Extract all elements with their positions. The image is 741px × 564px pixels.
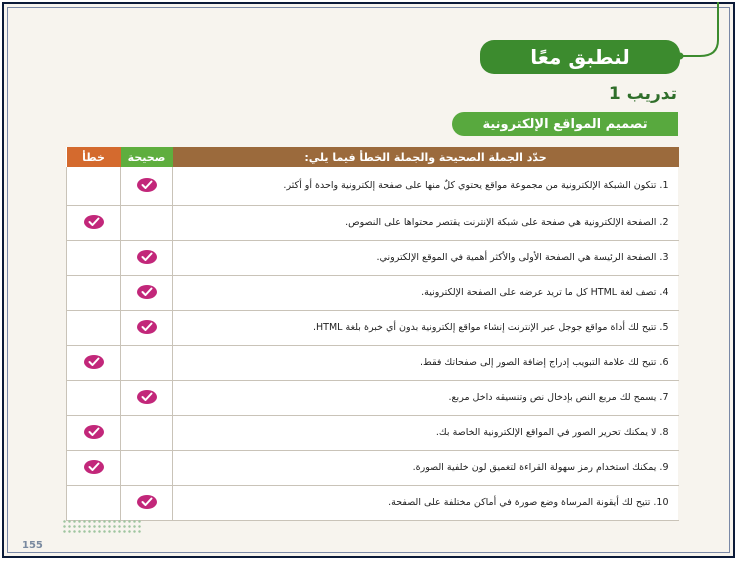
correct-answer-cell[interactable]: [121, 451, 173, 486]
check-icon: [137, 250, 157, 264]
check-icon: [84, 460, 104, 474]
statement-text: 3. الصفحة الرئيسة هي الصفحة الأولى والأكثر أهمية في الموقع الإلكتروني.: [173, 241, 679, 276]
correct-answer-cell[interactable]: [121, 276, 173, 311]
question-column-header: حدّد الجملة الصحيحة والجملة الخطأ فيما يلي:: [173, 147, 679, 167]
check-icon: [137, 390, 157, 404]
statement-text: 6. تتيح لك علامة التبويب إدراج إضافة الصور إلى صفحاتك فقط.: [173, 346, 679, 381]
wrong-answer-cell[interactable]: [67, 346, 121, 381]
check-icon: [137, 320, 157, 334]
statement-text: 4. تصف لغة HTML كل ما تريد عرضه على الصفحة الإلكترونية.: [173, 276, 679, 311]
wrong-answer-cell[interactable]: [67, 167, 121, 206]
check-icon: [84, 215, 104, 229]
correct-answer-cell[interactable]: [121, 311, 173, 346]
wrong-answer-cell[interactable]: [67, 241, 121, 276]
decorative-dot-pattern: [62, 519, 142, 533]
exercise-table-container: [66, 147, 678, 521]
table-row: [67, 206, 679, 241]
table-row: [67, 276, 679, 311]
table-row: [67, 311, 679, 346]
topic-title-badge: [452, 112, 678, 136]
statement-text: 7. يسمح لك مربع النص بإدخال نص وتنسيقه داخل مربع.: [173, 381, 679, 416]
correct-answer-cell[interactable]: [121, 167, 173, 206]
correct-answer-cell[interactable]: [121, 486, 173, 521]
correct-answer-cell[interactable]: [121, 416, 173, 451]
statement-text: 8. لا يمكنك تحرير الصور في المواقع الإلكترونية الخاصة بك.: [173, 416, 679, 451]
section-title: لنطبق معًا: [530, 45, 630, 69]
section-title-badge: [480, 40, 680, 74]
topic-title: تصميم المواقع الإلكترونية: [482, 116, 648, 132]
check-icon: [84, 355, 104, 369]
true-false-table: [66, 147, 679, 521]
wrong-answer-cell[interactable]: [67, 416, 121, 451]
correct-answer-cell[interactable]: [121, 241, 173, 276]
statement-text: 10. تتيح لك أيقونة المرساة وضع صورة في أماكن مختلفة على الصفحة.: [173, 486, 679, 521]
exercise-title: تدريب 1: [608, 84, 677, 104]
table-row: [67, 416, 679, 451]
table-header-row: [67, 147, 679, 167]
check-icon: [137, 178, 157, 192]
table-row: [67, 451, 679, 486]
correct-answer-cell[interactable]: [121, 381, 173, 416]
statement-text: 9. يمكنك استخدام رمز سهولة القراءة لتغميق لون خلفية الصورة.: [173, 451, 679, 486]
correct-answer-cell[interactable]: [121, 206, 173, 241]
wrong-answer-cell[interactable]: [67, 311, 121, 346]
wrong-answer-cell[interactable]: [67, 381, 121, 416]
wrong-answer-cell[interactable]: [67, 486, 121, 521]
statement-text: 5. تتيح لك أداة مواقع جوجل عبر الإنترنت إنشاء مواقع إلكترونية بدون أي خبرة بلغة HTML.: [173, 311, 679, 346]
wrong-answer-cell[interactable]: [67, 276, 121, 311]
table-row: [67, 167, 679, 206]
check-icon: [137, 285, 157, 299]
wrong-answer-cell[interactable]: [67, 206, 121, 241]
table-row: [67, 241, 679, 276]
table-row: [67, 381, 679, 416]
table-row: [67, 346, 679, 381]
page-number: 155: [22, 540, 43, 551]
statement-text: 1. تتكون الشبكة الإلكترونية من مجموعة مواقع يحتوي كلٌ منها على صفحة إلكترونية واحدة أو أكثر.: [173, 167, 679, 206]
correct-answer-cell[interactable]: [121, 346, 173, 381]
table-row: [67, 486, 679, 521]
statement-text: 2. الصفحة الإلكترونية هي صفحة على شبكة الإنترنت يقتصر محتواها على النصوص.: [173, 206, 679, 241]
correct-column-header: صحيحة: [121, 147, 173, 167]
check-icon: [84, 425, 104, 439]
wrong-answer-cell[interactable]: [67, 451, 121, 486]
check-icon: [137, 495, 157, 509]
table-body: [67, 167, 679, 521]
wrong-column-header: خطأ: [67, 147, 121, 167]
